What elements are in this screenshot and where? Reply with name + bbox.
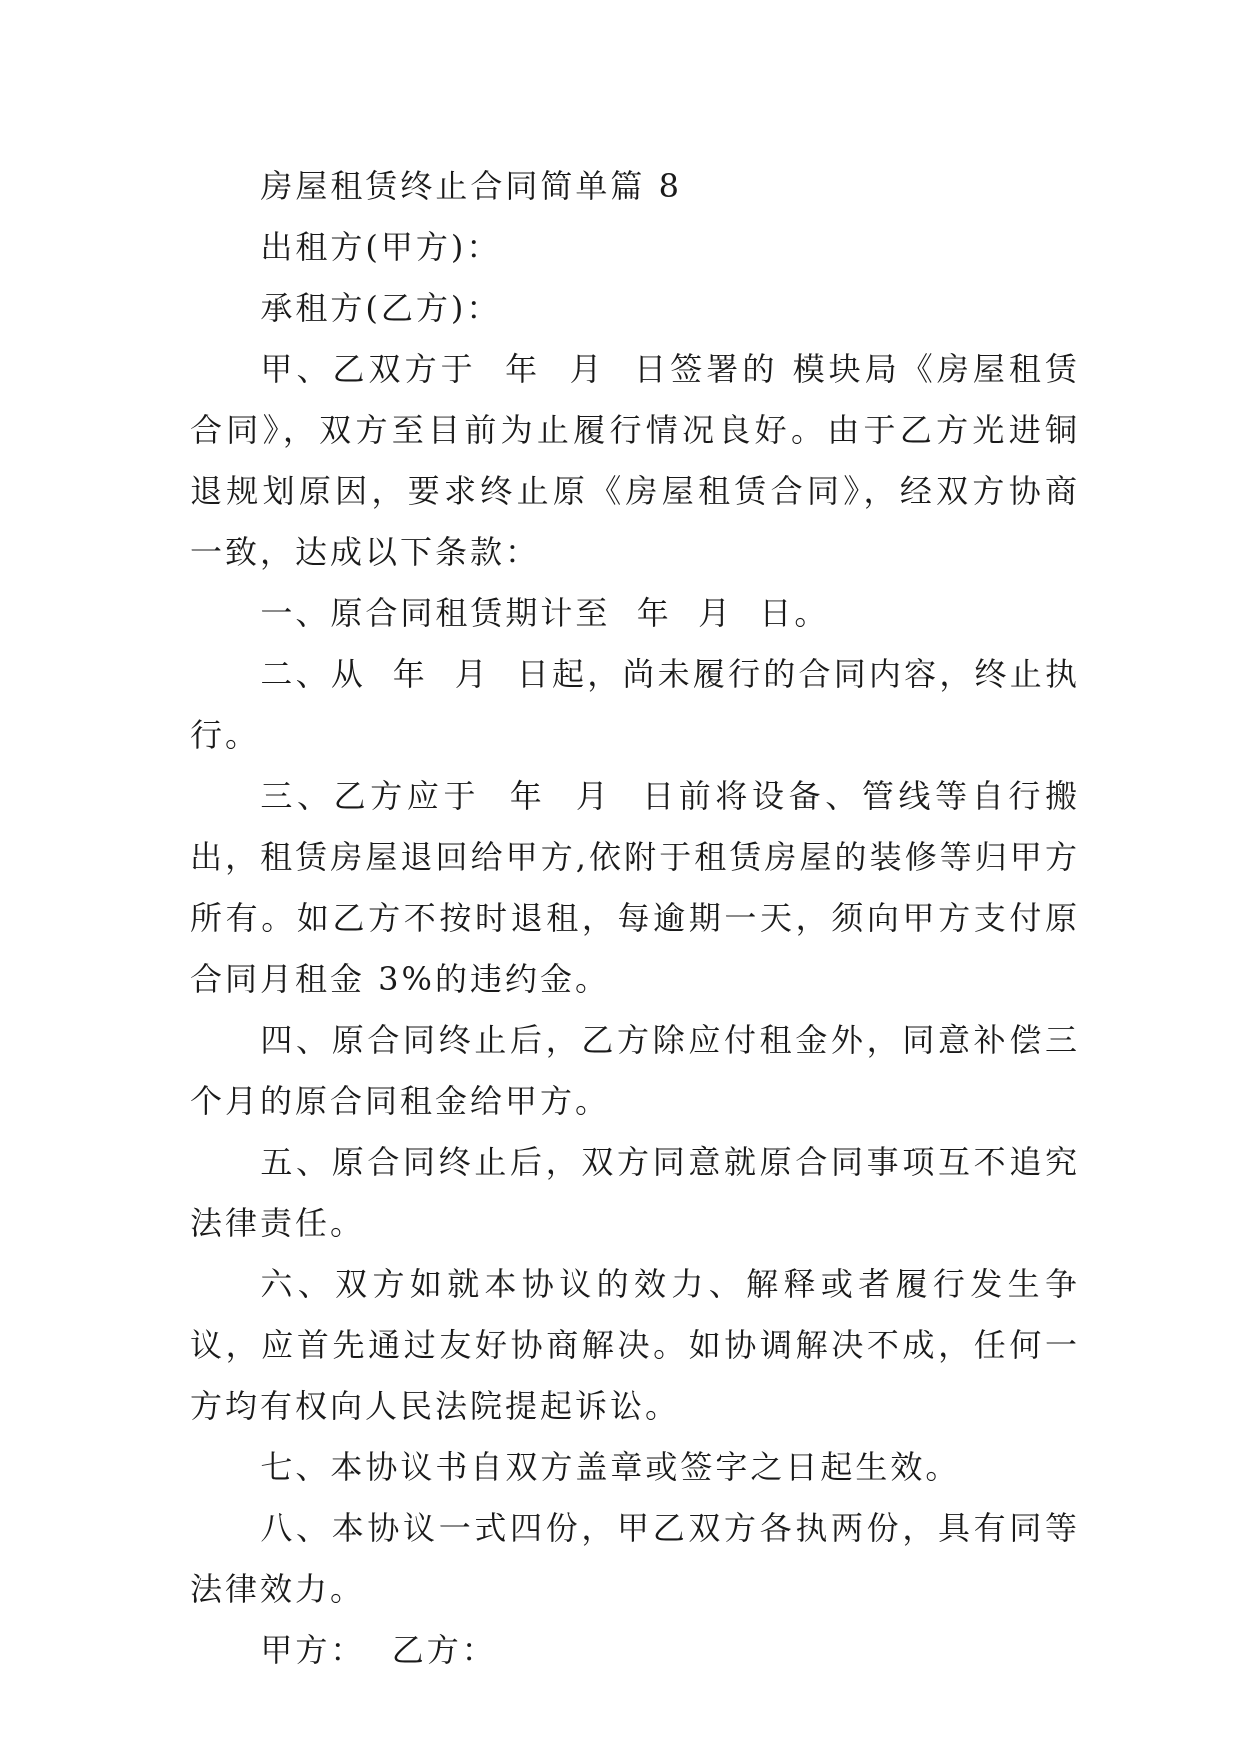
clause-1: 一、原合同租赁期计至 年 月 日。 bbox=[260, 594, 830, 632]
lessor-line: 出租方(甲方)： bbox=[260, 228, 502, 266]
clause-7: 七、本协议书自双方盖章或签字之日起生效。 bbox=[260, 1448, 961, 1486]
clause-5: 五、原合同终止后，双方同意就原合同事项互不追究法律责任。 bbox=[190, 1143, 1080, 1242]
document-body bbox=[190, 156, 1080, 1681]
clause-8: 八、本协议一式四份，甲乙双方各执两份，具有同等法律效力。 bbox=[190, 1509, 1080, 1608]
clause-3: 三、乙方应于 年 月 日前将设备、管线等自行搬出，租赁房屋退回给甲方,依附于租赁房屋的装修等归甲方所有。如乙方不按时退租，每逾期一天，须向甲方支付原合同月租金 3%的违约金。 bbox=[190, 777, 1080, 998]
preamble-paragraph: 甲、乙双方于 年 月 日签署的 模块局《房屋租赁合同》，双方至目前为止履行情况良好。由于乙方光进铜退规划原因，要求终止原《房屋租赁合同》，经双方协商一致，达成以下条款： bbox=[190, 350, 1080, 571]
signature-line: 甲方： 乙方： bbox=[260, 1631, 497, 1669]
document-title: 房屋租赁终止合同简单篇 8 bbox=[260, 167, 682, 205]
lessee-line: 承租方(乙方)： bbox=[260, 289, 502, 327]
clause-2: 二、从 年 月 日起，尚未履行的合同内容，终止执行。 bbox=[190, 655, 1080, 754]
clause-4: 四、原合同终止后，乙方除应付租金外，同意补偿三个月的原合同租金给甲方。 bbox=[190, 1021, 1080, 1120]
clause-6: 六、双方如就本协议的效力、解释或者履行发生争议，应首先通过友好协商解决。如协调解决不成，任何一方均有权向人民法院提起诉讼。 bbox=[190, 1265, 1080, 1425]
